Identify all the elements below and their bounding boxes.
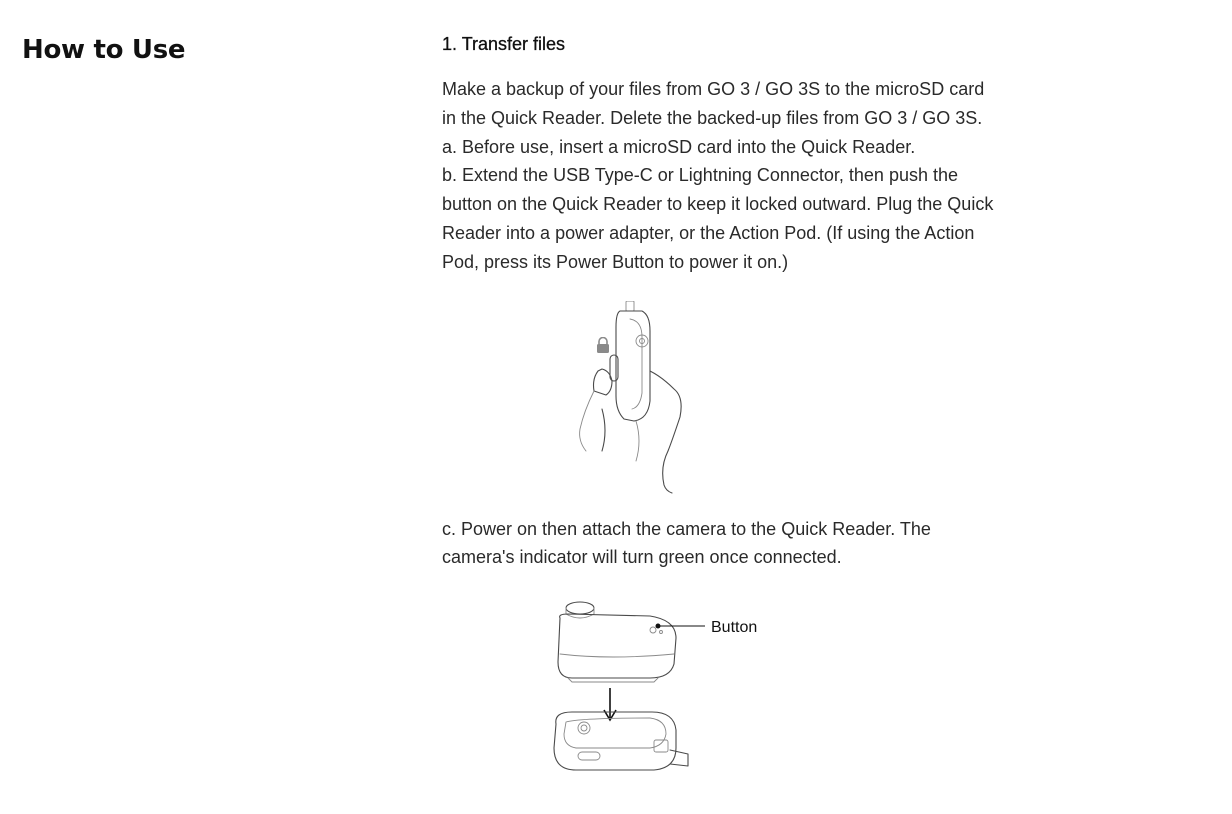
section-title: 1. Transfer files: [442, 34, 566, 54]
step-c-text: c. Power on then attach the camera to the Quick Reader. The camera's indicator will turn green once connected.: [442, 518, 931, 568]
step-b-text: b. Extend the USB Type-C or Lightning Connector, then push the button on the Quick Reader to keep it locked outward. Plug the Quick Reader into a power adapter, or the Action Pod. (If using the Action Pod, press its Power Button to power it on.): [442, 165, 994, 272]
intro-paragraph: Make a backup of your files from GO 3 / GO 3S to the microSD card in the Quick Reader. Delete the backed-up files from GO 3 / GO 3S.: [442, 79, 985, 128]
attach-camera-illustration: [550, 598, 790, 788]
page-title: How to Use: [22, 35, 186, 65]
push-button-illustration: [572, 301, 702, 501]
instructions-section: [442, 30, 1002, 788]
button-callout-label: Button: [711, 619, 758, 637]
lock-icon: [596, 337, 610, 353]
step-a-text: a. Before use, insert a microSD card into the Quick Reader.: [442, 136, 916, 157]
hand-holding-quick-reader-drawing: [572, 301, 702, 501]
down-arrow-icon: [604, 688, 616, 720]
